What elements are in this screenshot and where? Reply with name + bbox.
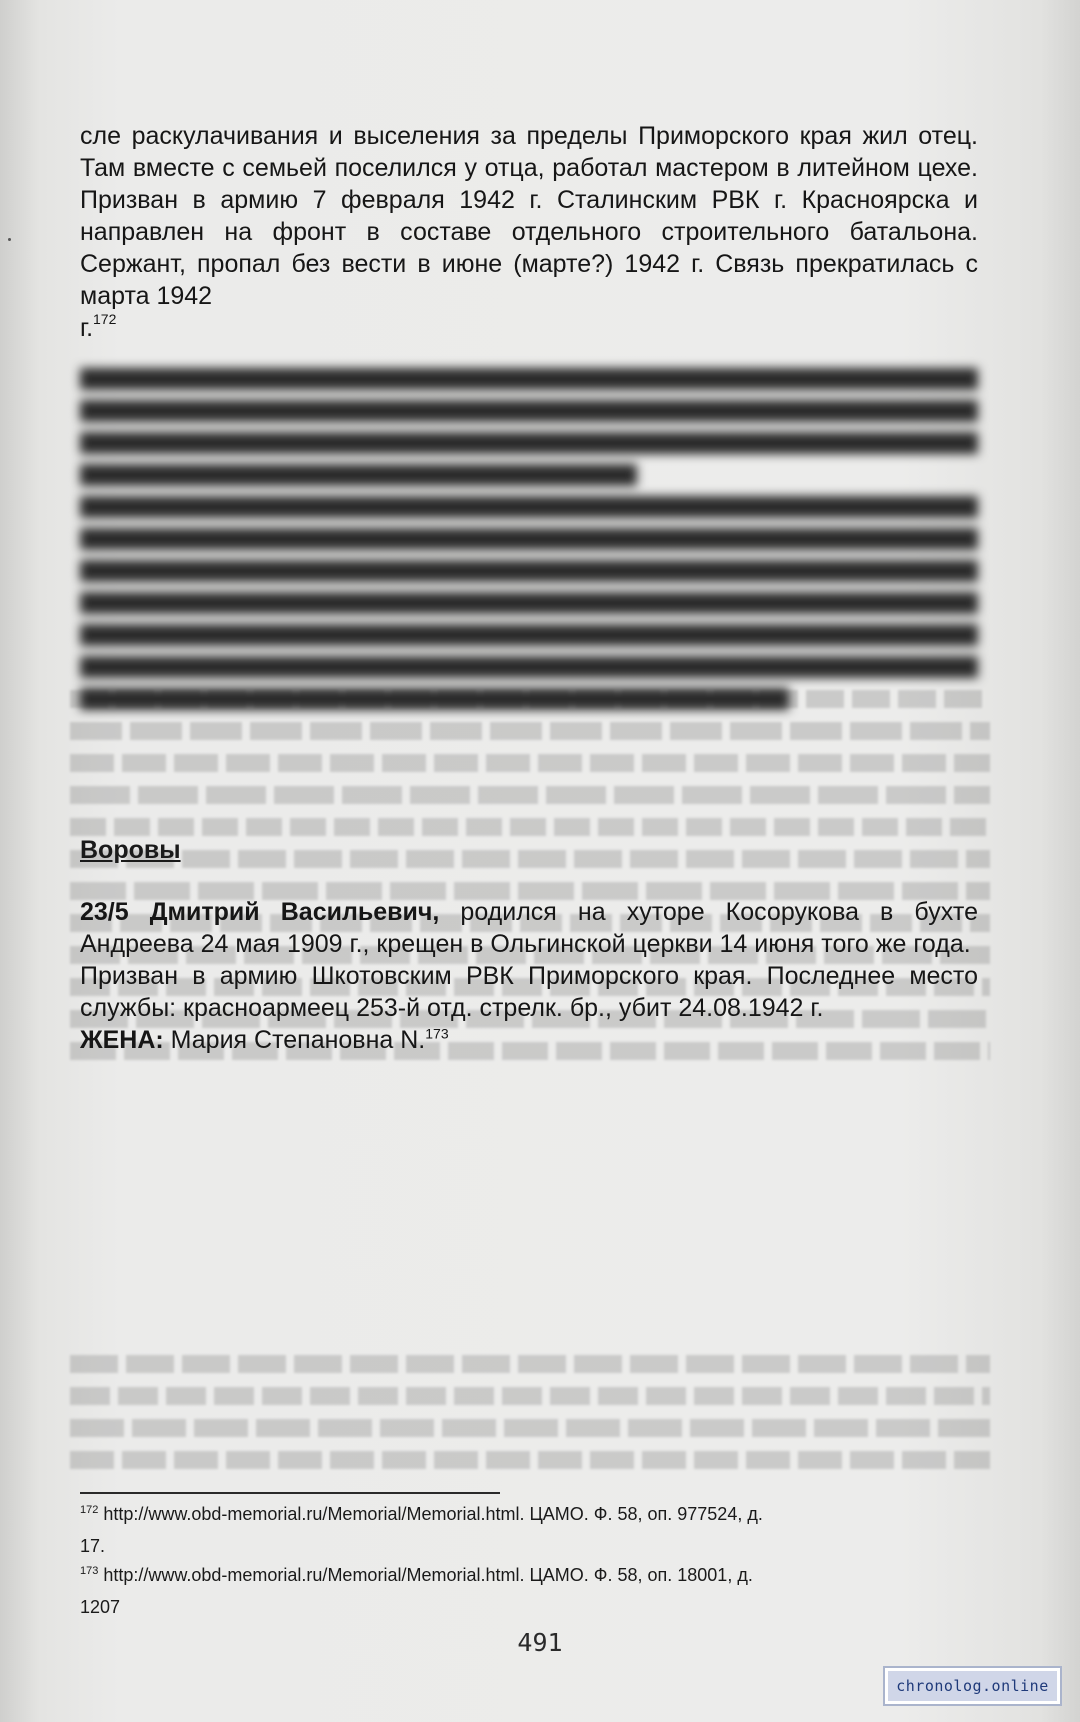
bleed-through-texture-lower <box>70 1355 990 1505</box>
footnote-rule <box>80 1492 500 1494</box>
footnote-172 <box>80 1500 978 1561</box>
wife-label: ЖЕНА: <box>80 1026 164 1054</box>
footnote-tail: 1207 <box>80 1597 121 1617</box>
footnote-ref-172: 172 <box>93 311 117 327</box>
wife-name: Мария Степановна N. <box>163 1026 426 1054</box>
entry-birth: родился на хуторе Косорукова в бухте Андреева 24 мая 1909 г., крещен в Ольгинской церкви 14 июня того же года. <box>80 898 978 958</box>
footnote-tail: 17. <box>80 1536 106 1556</box>
footnotes <box>80 1500 978 1622</box>
footnote-173 <box>80 1561 978 1622</box>
entry-id-name: 23/5 Дмитрий Васильевич, <box>80 898 440 926</box>
scan-speck <box>8 238 11 241</box>
section-heading: Воровы <box>80 836 181 864</box>
redacted-block <box>80 362 978 720</box>
footnote-number: 173 <box>80 1565 99 1577</box>
top-paragraph <box>80 120 978 347</box>
watermark-badge: chronolog.online <box>885 1668 1060 1704</box>
footnote-text: http://www.obd-memorial.ru/Memorial/Memorial.html. ЦАМО. Ф. 58, оп. 977524, д. <box>98 1504 763 1524</box>
top-paragraph-text: сле раскулачивания и выселения за пределы Приморского края жил отец. Там вместе с семьей поселился у отца, работал мастером в литейном цехе. Призван в армию 7 февраля 1942 г. Сталинским РВК г. Красноярска и направлен на фронт в составе отдельного строительного батальона. Сержант, пропал без вести в июне (марте?) 1942 г. Связь прекратилась с марта 1942 <box>80 122 978 310</box>
top-paragraph-end: г. <box>80 314 94 342</box>
footnote-ref-173: 173 <box>425 1025 449 1042</box>
entry-paragraph <box>80 896 978 1056</box>
entry-service: Призван в армию Шкотовским РВК Приморского края. Последнее место службы: красноармеец 253-й отд. стрелк. бр., убит 24.08.1942 г. <box>80 962 978 1022</box>
page-number: 491 <box>517 1628 563 1657</box>
footnote-text: http://www.obd-memorial.ru/Memorial/Memorial.html. ЦАМО. Ф. 58, оп. 18001, д. <box>98 1565 753 1585</box>
footnote-number: 172 <box>80 1504 99 1516</box>
